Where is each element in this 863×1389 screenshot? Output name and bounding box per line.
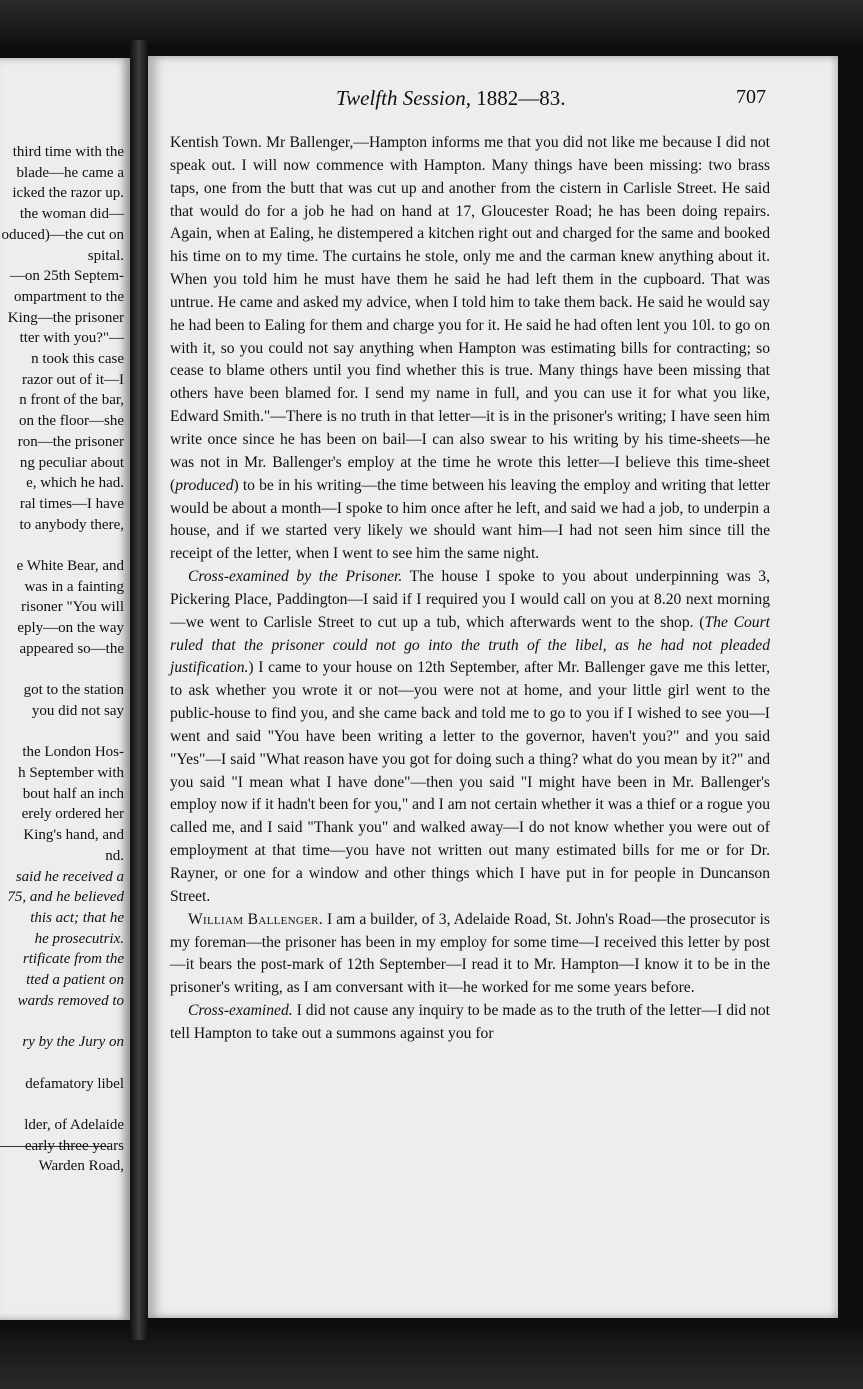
- left-page-line: early three years: [24, 1137, 124, 1154]
- left-page-line: was in a fainting: [24, 578, 124, 595]
- left-page-line: —on 25th Septem-: [9, 268, 124, 285]
- witness-paragraph: [170, 909, 770, 1000]
- left-page-line: the woman did—: [19, 206, 124, 223]
- testimony-paragraph: [170, 132, 770, 566]
- session-title: Twelfth Session,: [336, 86, 471, 110]
- left-page-line: Warden Road,: [38, 1158, 124, 1175]
- cross-examination-text: The house I spoke to you about underpinning was 3, Pickering Place, Paddington—I said if I required you I would call on you at 8.20 next morning—we went to Carlisle Street to cut up a tub, which afterwards went to the shop. (: [170, 568, 770, 631]
- cross-examined-label-2: Cross-examined.: [188, 1002, 293, 1020]
- left-page-line: the London Hos-: [22, 744, 124, 761]
- left-page-line: eply—on the way: [17, 620, 124, 637]
- left-page-line: risoner "You will: [21, 599, 124, 616]
- left-page-line: erely ordered her: [21, 806, 124, 823]
- left-page-line: tter with you?"—: [19, 330, 124, 347]
- left-page-line: you did not say: [31, 702, 124, 719]
- left-page-line: King—the prisoner: [7, 309, 124, 326]
- left-page-line: nd.: [105, 847, 124, 864]
- session-years: 1882—83.: [476, 86, 566, 110]
- running-head: [148, 86, 838, 116]
- witness-testimony: I am a builder, of 3, Adelaide Road, St. John's Road—the prosecutor is my foreman—the prisoner has been in my employ for some time—I received this letter by post—it bears the post-mark of 12th September—I read it to Mr. Hampton—I know it to be in the prisoner's writing, as I am conversant with it—he worked for me some years before.: [170, 910, 770, 997]
- left-page-line: e White Bear, and: [16, 558, 124, 574]
- left-page-line: n front of the bar,: [19, 392, 124, 409]
- left-page-line: 75, and he believed: [7, 889, 124, 906]
- left-page-line: e, which he had.: [26, 475, 124, 492]
- cross-examination-paragraph: [170, 566, 770, 909]
- left-page-line: ry by the Jury on: [22, 1034, 124, 1051]
- running-title: [336, 86, 565, 111]
- letter-text: Kentish Town. Mr Ballenger,—Hampton informs me that you did not like me because I did not speak out. I will now commence with Hampton. Many things have been missing: two brass taps, one from the butt that was cut up and another from the cistern in Carlisle Street. He said that would do for a job he had on hand at 17, Gloucester Road; he has been doing repairs. Again, when at Ealing, he distempered a kitchen right out and charged for the same and booked his time on to my time. The curtains he stole, only me and the carman knew anything about it. When you told him he must have them he said he had left them in the cupboard. That was untrue. He came and asked my advice, when I told him to take them back. He said he would say he had been to Ealing for them and charge you for it. He said he had often lent you 10l. to go on with it, so you could not say anything when Hampton was estimating bills for contracting; so cease to blame others until you find whether this is true. Many things have been missing that others have been blamed for. I send my name in full, and you can use it for what you like, Edward Smith."—There is no truth in that letter—it is in the prisoner's writing; I have seen him write once since he has been on bail—I can also swear to his writing by his time-sheets—he was not in Mr. Ballenger's employ at the time he wrote this letter—I believe this time-sheet (: [170, 134, 770, 494]
- left-page-line: wards removed to: [17, 992, 124, 1009]
- left-page-line: third time with the: [12, 144, 124, 160]
- left-page-line: oduced)—the cut on: [1, 226, 124, 243]
- left-page-line: King's hand, and: [23, 827, 124, 844]
- left-page-line: n took this case: [31, 351, 124, 367]
- left-page-line: rtificate from the: [22, 951, 124, 968]
- final-cross-text: I did not cause any inquiry to be made as to the truth of the letter—I did not tell Hampton to take out a summons against you for: [170, 1002, 770, 1042]
- left-page-line: spital.: [87, 247, 124, 264]
- court-ruling: The Court ruled that the prisoner could not go into the truth of the libel, as he had not pleaded justification.: [170, 613, 770, 677]
- left-page-line: lder, of Adelaide: [24, 1116, 124, 1133]
- left-page-line: this act; that he: [30, 909, 124, 926]
- left-page-line: ng peculiar about: [19, 454, 124, 471]
- cross-examination-continued: ) I came to your house on 12th September, after Mr. Ballenger gave me this letter, to ask whether you wrote it or not—you were not at home, and your little girl went to the public-house to find you, and she came back and told me to go to you if I wished to see you—I went and said "You have been writing a letter to the governor, haven't you?" and you said "Yes"—I said "What reason have you got for doing such a thing? what do you mean by it?" and you said "I mean what I have done"—then you said "I might have been in Mr. Ballenger's employ now if it hadn't been for you," and I am not certain whether it was a thief or a rogue you called me, and I said "Thank you" and walked away—I do not know whether you were out of employment at that time—you have not written out many estimated bills for me or for Dr. Rayner, or one for a window and other things which I have put in for people in Duncanson Street.: [170, 659, 770, 905]
- page-number: 707: [736, 86, 766, 108]
- left-page-line: icked the razor up.: [12, 185, 124, 202]
- left-page-line: defamatory libel: [25, 1075, 124, 1092]
- right-page: [148, 56, 838, 1318]
- left-page-line: on the floor—she: [19, 413, 124, 430]
- left-page-line: said he received a: [15, 868, 124, 885]
- left-page-line: he prosecutrix.: [34, 930, 124, 947]
- left-page-line: bout half an inch: [22, 785, 124, 802]
- book-gutter: [130, 40, 148, 1340]
- testimony-continued: ) to be in his writing—the time between his leaving the employ and writing that letter would be about a month—I spoke to him once after he left, and said we had a job, to underpin a house, and if we started very likely we should want him—I had not seen him since till the receipt of the letter, when I went to see him the same night.: [170, 476, 770, 563]
- left-page-line: razor out of it—I: [21, 371, 124, 388]
- cross-examined-label: Cross-examined by the Prisoner.: [188, 568, 403, 586]
- produced-note: produced: [175, 476, 234, 494]
- left-page-line: tted a patient on: [26, 972, 124, 988]
- left-page-line: appeared so—the: [19, 640, 124, 657]
- left-page-line: got to the station: [23, 682, 124, 699]
- left-page-line: to anybody there,: [19, 516, 124, 533]
- left-page-line: blade—he came a: [16, 164, 124, 181]
- left-page-fragment: [0, 58, 130, 1320]
- body-text: [170, 132, 770, 1046]
- left-page-line: h September with: [18, 765, 124, 781]
- witness-name: William Ballenger.: [188, 910, 323, 928]
- left-page-line: ompartment to the: [14, 288, 124, 305]
- left-page-line: ral times—I have: [19, 495, 124, 512]
- left-page-line: ron—the prisoner: [17, 433, 124, 450]
- film-border-top: [0, 0, 863, 44]
- final-cross-examination: [170, 1000, 770, 1046]
